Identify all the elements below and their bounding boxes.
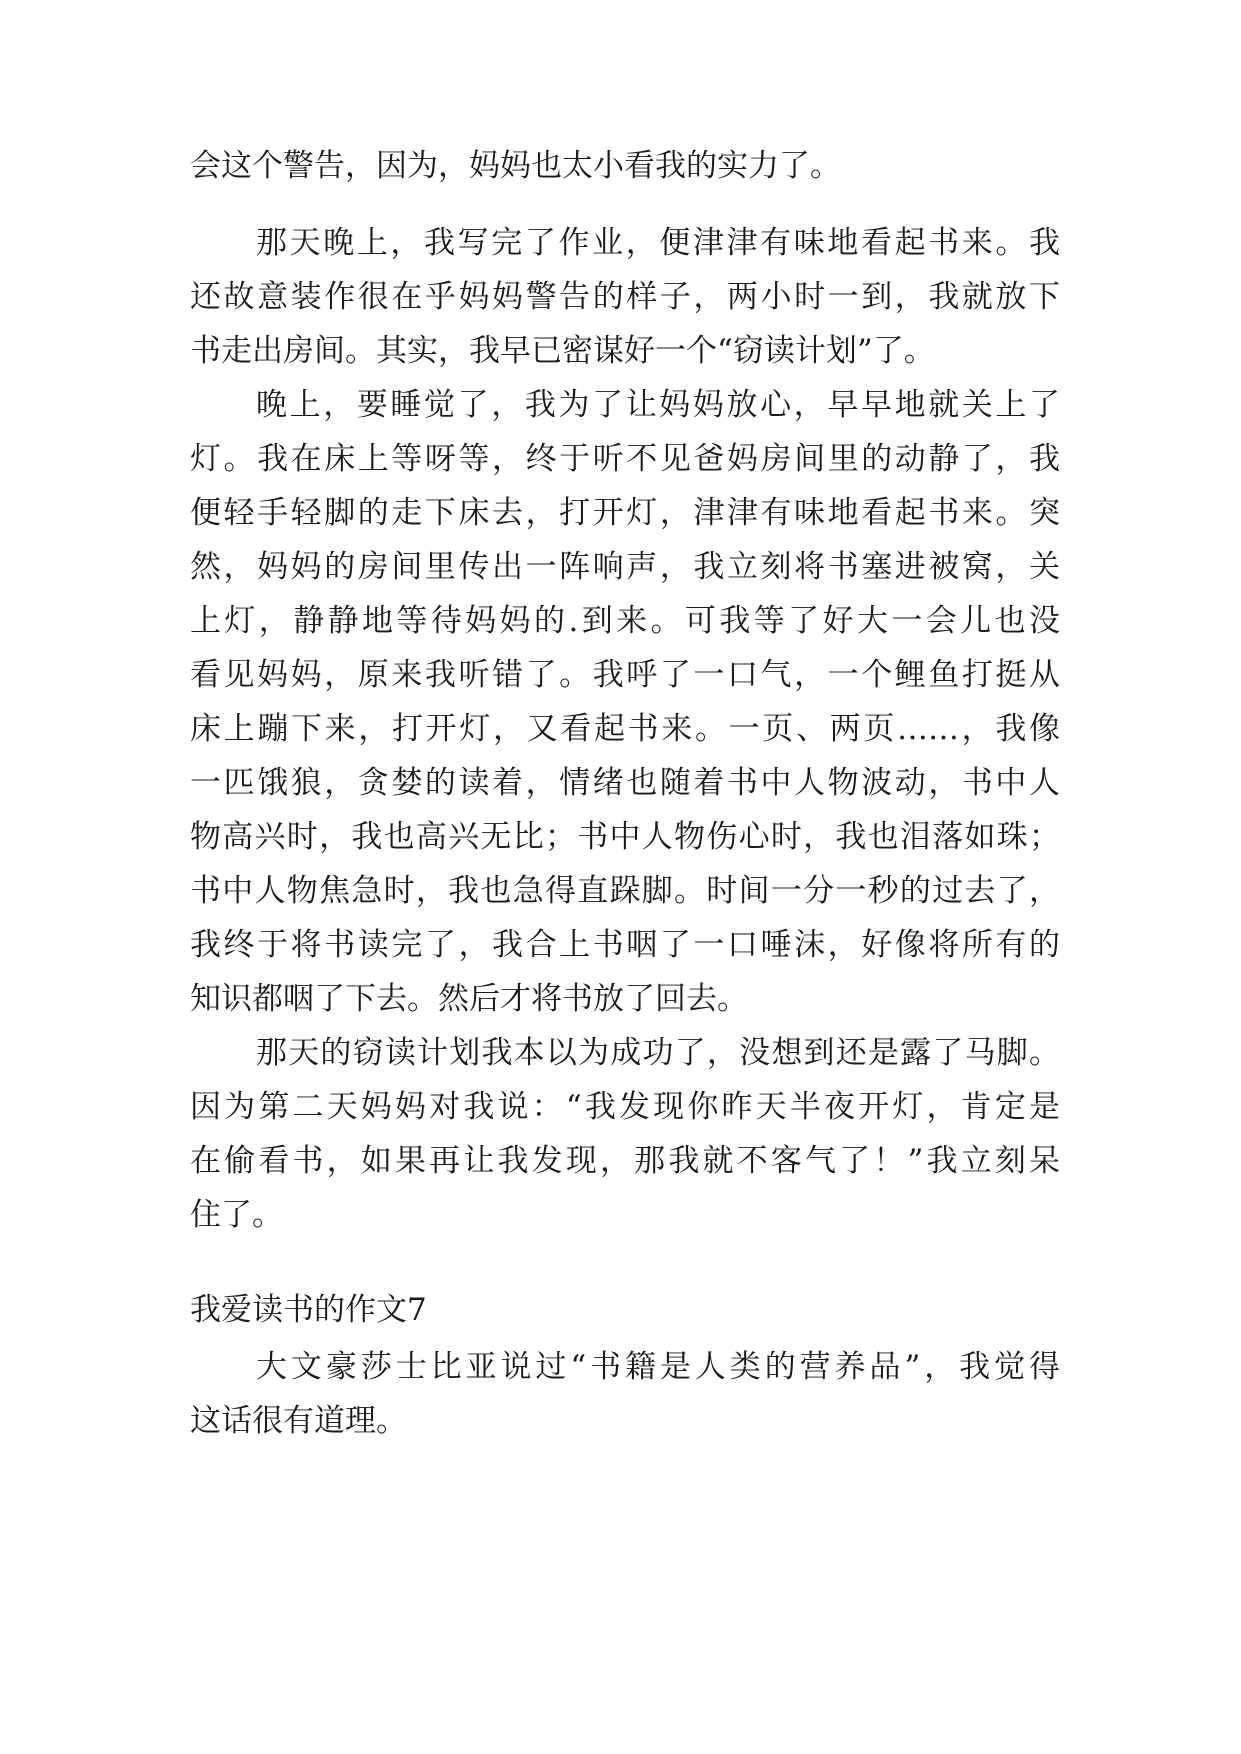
paragraph-line: 床上蹦下来，打开灯，又看起书来。一页、两页……，我像 (190, 711, 1060, 747)
paragraph-line: 在偷看书，如果再让我发现，那我就不客气了！”我立刻呆 (190, 1143, 1060, 1179)
paragraph-line: 上灯，静静地等待妈妈的.到来。可我等了好大一会儿也没 (190, 603, 1060, 639)
paragraph-line: 一匹饿狼，贪婪的读着，情绪也随着书中人物波动，书中人 (190, 765, 1060, 801)
paragraph-line: 书走出房间。其实，我早已密谋好一个“窃读计划”了。 (190, 333, 935, 369)
paragraph-line: 然，妈妈的房间里传出一阵响声，我立刻将书塞进被窝，关 (190, 549, 1060, 585)
paragraph-line: 便轻手轻脚的走下床去，打开灯，津津有味地看起书来。突 (190, 495, 1060, 531)
paragraph-line: 看见妈妈，原来我听错了。我呼了一口气，一个鲤鱼打挺从 (190, 657, 1060, 693)
paragraph-line: 晚上，要睡觉了，我为了让妈妈放心，早早地就关上了 (256, 387, 1060, 423)
paragraph-line: 物高兴时，我也高兴无比；书中人物伤心时，我也泪落如珠； (190, 819, 1060, 855)
paragraph-line: 住了。 (190, 1197, 283, 1233)
paragraph-line: 会这个警告，因为，妈妈也太小看我的实力了。 (190, 148, 841, 184)
paragraph-line: 书中人物焦急时，我也急得直跺脚。时间一分一秒的过去了， (190, 873, 1060, 909)
paragraph-line: 因为第二天妈妈对我说：“我发现你昨天半夜开灯，肯定是 (190, 1089, 1060, 1125)
paragraph-line: 那天晚上，我写完了作业，便津津有味地看起书来。我 (256, 225, 1060, 261)
paragraph-line: 还故意装作很在乎妈妈警告的样子，两小时一到，我就放下 (190, 279, 1060, 315)
paragraph-line: 我终于将书读完了，我合上书咽了一口唾沫，好像将所有的 (190, 927, 1060, 963)
paragraph-line: 知识都咽了下去。然后才将书放了回去。 (190, 981, 748, 1017)
paragraph-line: 这话很有道理。 (190, 1403, 407, 1439)
paragraph-line: 灯。我在床上等呀等，终于听不见爸妈房间里的动静了，我 (190, 441, 1060, 477)
paragraph-line: 那天的窃读计划我本以为成功了，没想到还是露了马脚。 (256, 1035, 1060, 1071)
paragraph-line: 大文豪莎士比亚说过“书籍是人类的营养品”，我觉得 (256, 1349, 1060, 1385)
section-heading: 我爱读书的作文7 (190, 1292, 427, 1328)
